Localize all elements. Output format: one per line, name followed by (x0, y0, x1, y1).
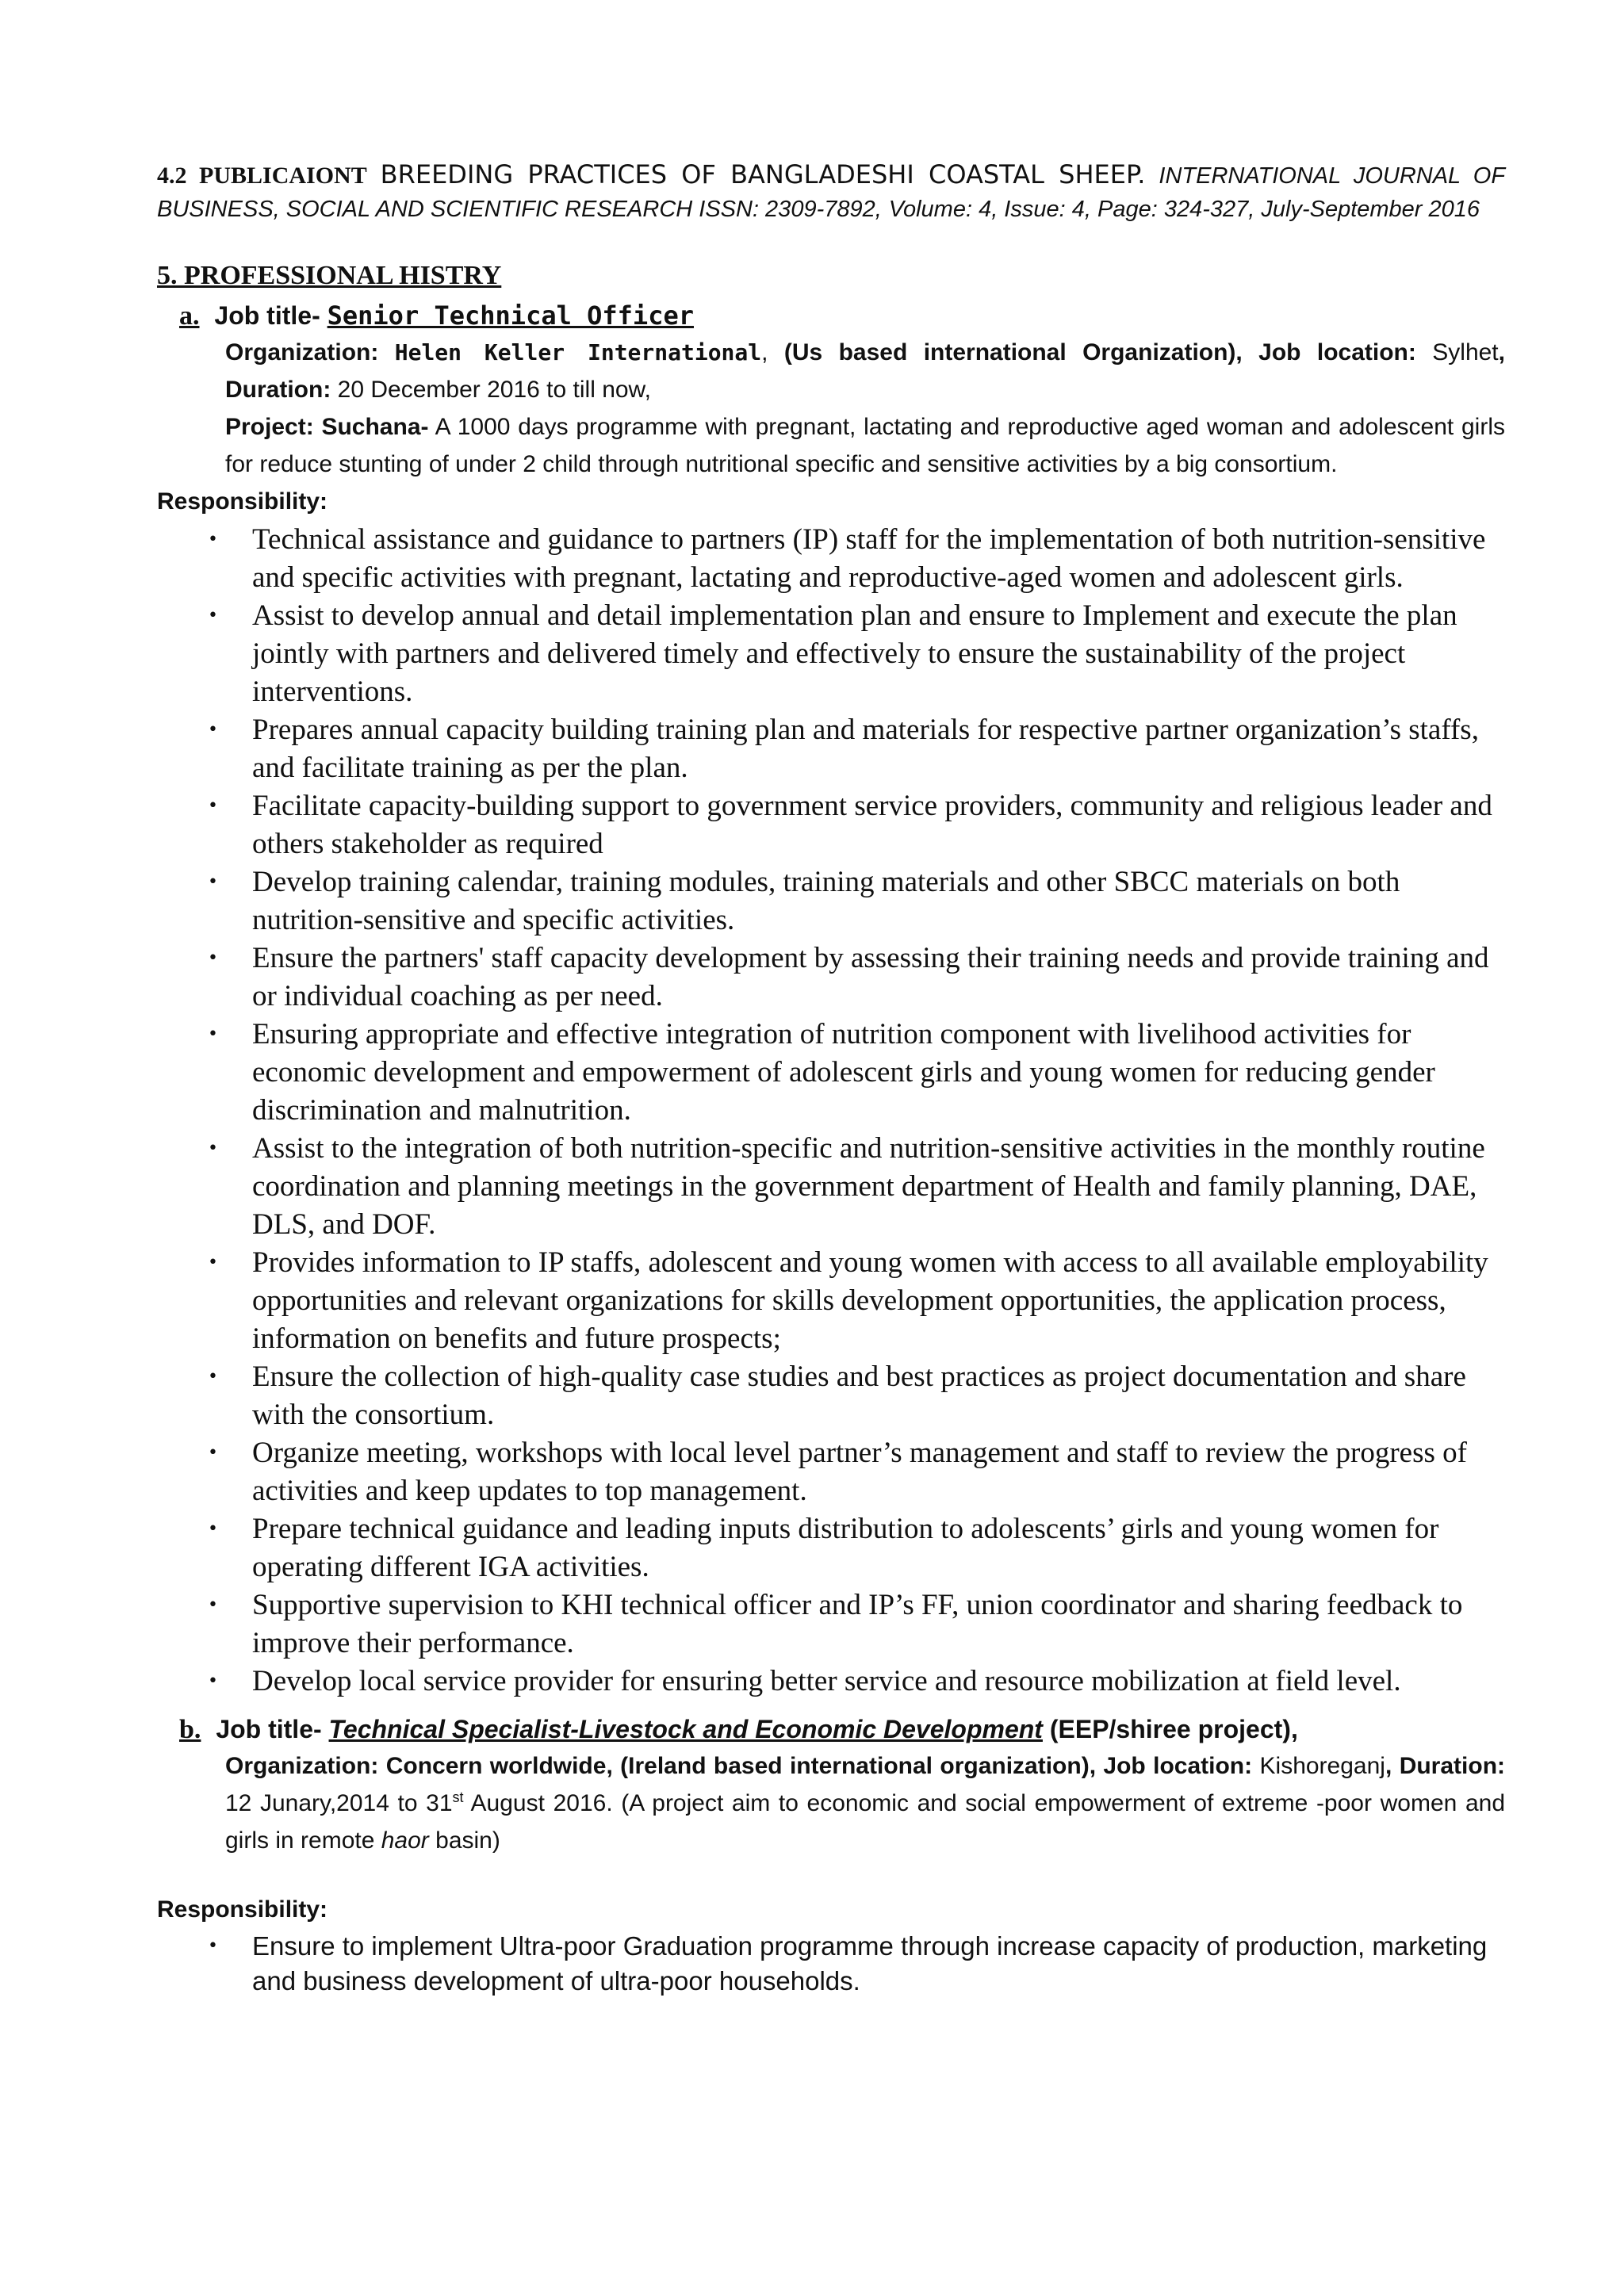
publication-number: 4.2 PUBLICAIONT (157, 163, 367, 189)
org-line-b (225, 1747, 1505, 1859)
publication-journal: INTERNATIONAL JOURNAL OF BUSINESS, SOCIAL AND SCIENTIFIC RESEARCH ISSN: 2309-7892, (157, 163, 1506, 222)
bullet-icon: • (208, 606, 218, 626)
responsibility-item (157, 863, 1505, 939)
bullet-icon: • (208, 1367, 218, 1387)
bullet-icon: • (208, 1138, 218, 1158)
org-text: Organization: Concern worldwide, (Ireland based international organization), Job location: (225, 1753, 1253, 1779)
responsibility-item (157, 1929, 1505, 1999)
responsibility-text: Assist to the integration of both nutrition-specific and nutrition-sensitive activities in the monthly routine coordination and planning meetings in the government department of Health and family planning, DAE, DLS, and DOF. (252, 1132, 1485, 1241)
duration-post: August 2016. (A project aim to economic and social empowerment of extreme -poor women and girls in remote (225, 1790, 1505, 1854)
org-name: Helen Keller International (394, 339, 762, 365)
job-location: Kishoreganj (1259, 1753, 1385, 1779)
section-heading: 5. PROFESSIONAL HISTRY (157, 261, 502, 290)
duration-sup: st (452, 1789, 464, 1805)
responsibility-item (157, 787, 1505, 863)
responsibility-text: Assist to develop annual and detail implementation plan and ensure to Implement and execute the plan jointly with partners and delivered timely and effectively to ensure the sustainability of the project interventions. (252, 599, 1457, 708)
bullet-icon: • (208, 1443, 218, 1463)
responsibility-item (157, 1358, 1505, 1434)
job-letter-a: a. (179, 301, 200, 331)
org-line-a (225, 334, 1505, 408)
bullet-icon: • (208, 1936, 218, 1956)
responsibility-label-a: Responsibility: (157, 488, 328, 515)
responsibility-item (157, 1244, 1505, 1358)
job-details-b (225, 1747, 1505, 1859)
responsibility-text: Provides information to IP staffs, adolescent and young women with access to all available employability opportunities and relevant organizations for skills development opportunities, the application process, information on benefits and future prospects; (252, 1246, 1488, 1355)
duration-label: Duration: (1399, 1753, 1506, 1779)
responsibility-item (157, 1510, 1505, 1586)
responsibility-list-a (157, 521, 1505, 1701)
job-title-line-b (179, 1712, 1505, 1747)
responsibility-text: Supportive supervision to KHI technical officer and IP’s FF, union coordinator and sharing feedback to improve their performance. (252, 1589, 1463, 1659)
bullet-icon: • (208, 1253, 218, 1272)
bullet-icon: • (208, 530, 218, 549)
bullet-icon: • (208, 720, 218, 740)
responsibility-item (157, 1586, 1505, 1663)
responsibility-list-b (157, 1929, 1505, 1999)
bullet-icon: • (208, 872, 218, 892)
responsibility-item (157, 1663, 1505, 1701)
responsibility-text: Ensure to implement Ultra-poor Graduation programme through increase capacity of production, marketing and business development of ultra-poor households. (252, 1931, 1488, 1996)
job-location: Sylhet (1432, 339, 1499, 365)
job-title-value: Technical Specialist-Livestock and Economic Development (328, 1715, 1043, 1743)
responsibility-text: Ensure the collection of high-quality case studies and best practices as project documentation and share with the consortium. (252, 1360, 1466, 1431)
publication-details: Volume: 4, Issue: 4, Page: 324-327, July-September 2016 (888, 197, 1480, 222)
responsibility-item (157, 1130, 1505, 1244)
publication-entry (157, 159, 1505, 225)
responsibility-text: Organize meeting, workshops with local level partner’s management and staff to review the progress of activities and keep updates to top management. (252, 1437, 1467, 1507)
responsibility-text: Ensure the partners' staff capacity development by assessing their training needs and provide training and or individual coaching as per need. (252, 942, 1489, 1012)
responsibility-text: Technical assistance and guidance to partners (IP) staff for the implementation of both nutrition-sensitive and specific activities with pregnant, lactating and reproductive-aged women and adolescent girls. (252, 523, 1486, 594)
project-line-a (225, 408, 1505, 483)
responsibility-item (157, 1434, 1505, 1510)
bullet-icon: • (208, 1671, 218, 1691)
basin-word: basin) (435, 1827, 500, 1854)
duration-value: 20 December 2016 to till now, (337, 377, 651, 403)
project-label: Project: Suchana- (225, 414, 429, 440)
responsibility-item (157, 1016, 1505, 1130)
job-title-label: Job title- (216, 1715, 322, 1743)
job-letter-b: b. (179, 1715, 201, 1744)
org-description: (Us based international Organization), Job location: (783, 339, 1416, 365)
duration-pre: 12 Junary,2014 to 31 (225, 1790, 453, 1816)
bullet-icon: • (208, 1519, 218, 1539)
job-title-suffix: (EEP/shiree project), (1049, 1715, 1298, 1743)
job-title-line-a (179, 298, 1505, 334)
responsibility-label-b: Responsibility: (157, 1896, 328, 1923)
job-details-a (225, 334, 1505, 483)
responsibility-text: Prepare technical guidance and leading inputs distribution to adolescents’ girls and young women for operating different IGA activities. (252, 1513, 1439, 1583)
responsibility-item (157, 597, 1505, 711)
bullet-icon: • (208, 1024, 218, 1044)
project-description: A 1000 days programme with pregnant, lactating and reproductive aged woman and adolescent girls for reduce stunting of under 2 child through nutritional specific and sensitive activities by a big consortium. (225, 414, 1505, 477)
bullet-icon: • (208, 1595, 218, 1615)
bullet-icon: • (208, 948, 218, 968)
responsibility-item (157, 521, 1505, 597)
org-comma: , (761, 339, 768, 365)
org-label: Organization: (225, 339, 379, 365)
duration-label: Duration: (225, 377, 331, 403)
responsibility-text: Develop training calendar, training modules, training materials and other SBCC materials on both nutrition-sensitive and specific activities. (252, 866, 1400, 936)
job-entry-b (179, 1712, 1505, 1747)
bullet-icon: • (208, 796, 218, 816)
job-entry-a (179, 298, 1505, 334)
responsibility-text: Facilitate capacity-building support to government service providers, community and religious leader and others stakeholder as required (252, 790, 1492, 860)
responsibility-item (157, 939, 1505, 1016)
haor-word: haor (381, 1827, 429, 1854)
responsibility-text: Ensuring appropriate and effective integration of nutrition component with livelihood activities for economic development and empowerment of adolescent girls and young women for reducing gender discrimination and malnutrition. (252, 1018, 1435, 1127)
document-page (157, 159, 1505, 1999)
location-comma: , (1385, 1753, 1392, 1779)
publication-title: BREEDING PRACTICES OF BANGLADESHI COASTAL SHEEP. (380, 159, 1146, 189)
responsibility-item (157, 711, 1505, 787)
job-title-label: Job title- (214, 301, 320, 330)
job-title-value: Senior Technical Officer (327, 300, 694, 331)
responsibility-text: Prepares annual capacity building training plan and materials for respective partner organization’s staffs, and facilitate training as per the plan. (252, 714, 1479, 784)
location-comma: , (1498, 339, 1505, 365)
responsibility-text: Develop local service provider for ensuring better service and resource mobilization at field level. (252, 1665, 1401, 1697)
